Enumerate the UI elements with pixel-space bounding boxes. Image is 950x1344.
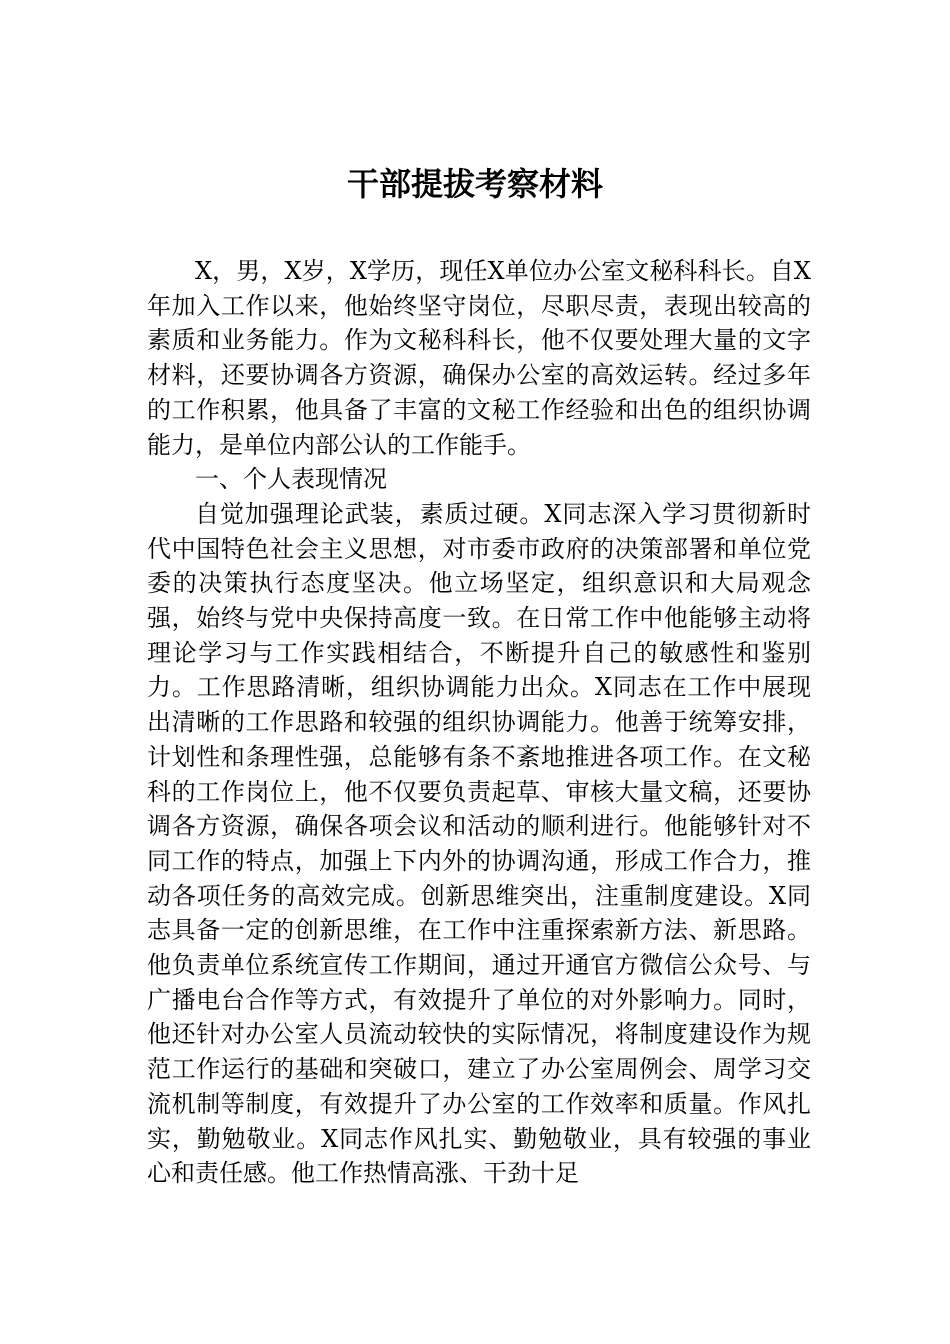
- intro-paragraph: X，男，X岁，X学历，现任X单位办公室文秘科科长。自X年加入工作以来，他始终坚守岗位，尽职尽责，表现出较高的素质和业务能力。作为文秘科科长，他不仅要处理大量的文字材料，还要协调各方资源，确保办公室的高效运转。经过多年的工作积累，他具备了丰富的文秘工作经验和出色的组织协调能力，是单位内部公认的工作能手。: [147, 257, 811, 459]
- document-title: 干部提拔考察材料: [346, 165, 603, 203]
- document-body: [147, 254, 811, 1191]
- section-paragraph: 自觉加强理论武装，素质过硬。X同志深入学习贯彻新时代中国特色社会主义思想，对市委市政府的决策部署和单位党委的决策执行态度坚决。他立场坚定，组织意识和大局观念强，始终与党中央保持高度一致。在日常工作中他能够主动将理论学习与工作实践相结合，不断提升自己的敏感性和鉴别力。工作思路清晰，组织协调能力出众。X同志在工作中展现出清晰的工作思路和较强的组织协调能力。他善于统筹安排，计划性和条理性强，总能够有条不紊地推进各项工作。在文秘科的工作岗位上，他不仅要负责起草、审核大量文稿，还要协调各方资源，确保各项会议和活动的顺利进行。他能够针对不同工作的特点，加强上下内外的协调沟通，形成工作合力，推动各项任务的高效完成。创新思维突出，注重制度建设。X同志具备一定的创新思维，在工作中注重探索新方法、新思路。他负责单位系统宣传工作期间，通过开通官方微信公众号、与广播电台合作等方式，有效提升了单位的对外影响力。同时，他还针对办公室人员流动较快的实际情况，将制度建设作为规范工作运行的基础和突破口，建立了办公室周例会、周学习交流机制等制度，有效提升了办公室的工作效率和质量。作风扎实，勤勉敬业。X同志作风扎实、勤勉敬业，具有较强的事业心和责任感。他工作热情高涨、干劲十足: [147, 499, 811, 1188]
- section-heading: 一、个人表现情况: [195, 465, 387, 494]
